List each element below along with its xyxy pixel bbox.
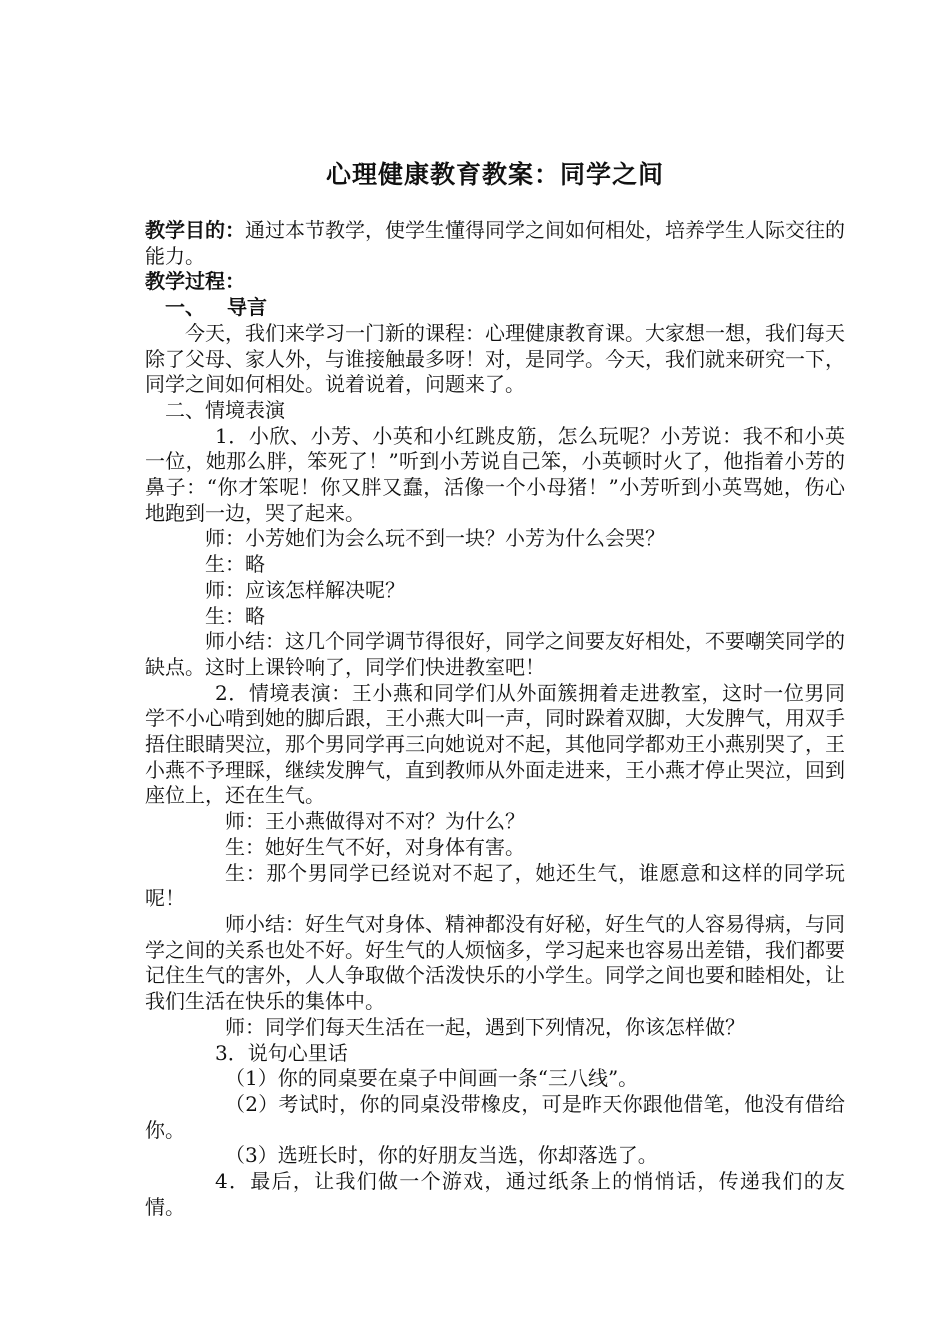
item-2-dialog-line: 生：她好生气不好，对身体有害。 <box>225 834 525 859</box>
item-2-text: 2．情境表演：王小燕和同学们从外面簇拥着走进教室，这时一位男同学不小心啃到她的脚后跟，王小燕大叫一声，同时跺着双脚，大发脾气，用双手捂住眼睛哭泣，那个男同学再三向她说对不起，其他同学都劝王小燕别哭了，王小燕不予理睬，继续发脾气，直到教师从外面走进来，王小燕才停止哭泣，回到座位上，还在生气。 <box>145 680 845 808</box>
item-1-dialog-line: 生：略 <box>205 552 265 577</box>
section-1-number: 一、 <box>165 295 205 320</box>
teaching-goal-text: 通过本节教学，使学生懂得同学之间如何相处，培养学生人际交往的能力。 <box>145 218 845 268</box>
item-2-teacher-question: 师：同学们每天生活在一起，遇到下列情况，你该怎样做？ <box>225 1014 745 1039</box>
teaching-goal-label: 教学目的： <box>145 218 245 242</box>
item-1-dialog-line: 生：略 <box>205 603 265 628</box>
item-1-dialog-line: 师：小芳她们为会么玩不到一块？小芳为什么会哭？ <box>205 526 665 551</box>
item-1-text: 1．小欣、小芳、小英和小红跳皮筋，怎么玩呢？小芳说：我不和小英一位，她那么胖，笨死了！”听到小芳说自己笨，小英顿时火了，他指着小芳的鼻子：“你才笨呢！你又胖又蠢，活像一个小母猪！”小芳听到小英骂她，伤心地跑到一边，哭了起来。 <box>145 423 845 525</box>
item-3-case: （2）考试时，你的同桌没带橡皮，可是昨天你跟他借笔，他没有借给你。 <box>145 1091 845 1142</box>
item-2-dialog-line: 生：那个男同学已经说对不起了，她还生气，谁愿意和这样的同学玩呢！ <box>145 860 845 911</box>
teaching-goal <box>145 218 845 269</box>
section-1-title: 导言 <box>227 295 267 320</box>
document-page <box>145 150 845 1220</box>
item-1-dialog-line: 师：应该怎样解决呢？ <box>205 577 405 602</box>
item-3-text: 3．说句心里话 <box>215 1040 348 1065</box>
item-1-summary: 师小结：这几个同学调节得很好，同学之间要友好相处，不要嘲笑同学的缺点。这时上课铃响了，同学们快进教室吧！ <box>145 629 845 679</box>
item-3-case: （3）选班长时，你的好朋友当选，你却落选了。 <box>225 1143 658 1168</box>
item-2-dialog-line: 师：王小燕做得对不对？为什么？ <box>225 809 525 834</box>
section-1-heading <box>145 295 845 321</box>
teaching-process-label: 教学过程： <box>145 269 245 294</box>
section-2-heading: 二、情境表演 <box>165 397 285 422</box>
item-3-case: （1）你的同桌要在桌子中间画一条“三八线”。 <box>225 1066 639 1091</box>
section-1-paragraph: 今天，我们来学习一门新的课程：心理健康教育课。大家想一想，我们每天除了父母、家人外，与谁接触最多呀！对，是同学。今天，我们就来研究一下，同学之间如何相处。说着说着，问题来了。 <box>145 320 845 397</box>
item-4-text: 4．最后，让我们做一个游戏，通过纸条上的悄悄话，传递我们的友情。 <box>145 1169 845 1219</box>
item-2-summary: 师小结：好生气对身体、精神都没有好秘，好生气的人容易得病，与同学之间的关系也处不好。好生气的人烦恼多，学习起来也容易出差错，我们都要记住生气的害外，人人争取做个活泼快乐的小学生。同学之间也要和睦相处，让我们生活在快乐的集体中。 <box>145 911 845 1014</box>
document-title: 心理健康教育教案：同学之间 <box>325 160 664 189</box>
